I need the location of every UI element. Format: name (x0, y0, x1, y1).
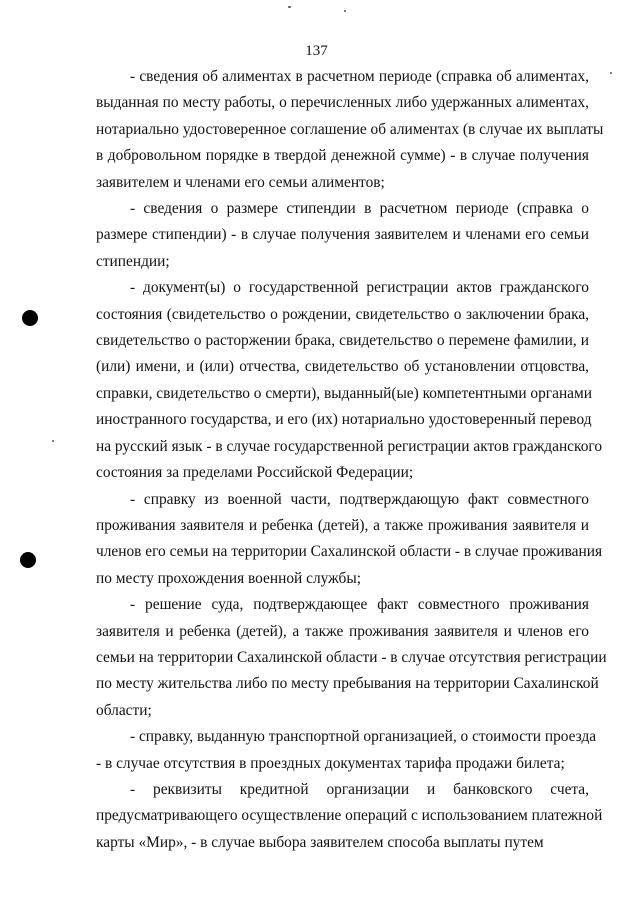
scan-speck (610, 72, 612, 74)
paragraph-line: заявителя и ребенка (детей), а также проживания заявителя и членов его (96, 622, 589, 640)
paragraph-line: состояния (свидетельство о рождении, свидетельство о заключении брака, (96, 305, 589, 323)
paragraph-line: нотариально удостоверенное соглашение об алиментах (в случае их выплаты (96, 120, 604, 138)
page-number: 137 (305, 43, 328, 59)
paragraph-line: на русский язык - в случае государственной регистрации актов гражданского (96, 437, 603, 455)
paragraph-line: заявителем и членами его семьи алиментов; (96, 173, 385, 191)
paragraph-line: состояния за пределами Российской Федерации; (96, 464, 414, 482)
paragraph-line: семьи на территории Сахалинской области - в случае отсутствия регистрации (96, 648, 607, 666)
paragraph-line: - реквизиты кредитной организации и банковского счета, (130, 780, 589, 798)
paragraph-line: - документ(ы) о государственной регистрации актов гражданского (130, 279, 589, 297)
paragraph-line: проживания заявителя и ребенка (детей), а также проживания заявителя и (96, 516, 589, 534)
scan-speck (288, 6, 291, 8)
paragraph-line: области; (96, 701, 152, 719)
punch-hole-mark (22, 310, 38, 326)
list-item-paragraph (96, 196, 589, 275)
paragraph-line: предусматривающего осуществление операций с использованием платежной (96, 807, 603, 825)
paragraph-line: иностранного государства, и его (их) нотариально удостоверенный перевод (96, 411, 592, 429)
paragraph-line: - справку, выданную транспортной организацией, о стоимости проезда (130, 728, 597, 746)
list-item-paragraph (96, 64, 604, 196)
scan-speck (52, 440, 54, 442)
paragraph-line: свидетельство о расторжении брака, свидетельство о перемене фамилии, и (96, 332, 589, 350)
list-item-paragraph (96, 275, 603, 486)
paragraph-line: в добровольном порядке в твердой денежной сумме) - в случае получения (96, 147, 589, 165)
paragraph-line: - сведения об алиментах в расчетном периоде (справка об алиментах, (130, 68, 589, 85)
paragraph-line: по месту прохождения военной службы; (96, 569, 361, 587)
paragraph-line: - справку из военной части, подтверждающую факт совместного (130, 490, 589, 508)
paragraph-line: членов его семьи на территории Сахалинской области - в случае проживания (96, 543, 603, 561)
list-item-paragraph (96, 777, 603, 856)
paragraph-line: по месту жительства либо по месту пребывания на территории Сахалинской (96, 675, 599, 693)
paragraph-line: карты «Мир», - в случае выбора заявителем способа выплаты путем (96, 833, 544, 851)
list-item-paragraph (96, 724, 597, 777)
paragraph-line: стипендии; (96, 252, 170, 270)
list-item-paragraph (96, 487, 603, 593)
paragraph-line: (или) имени, и (или) отчества, свидетельство об установлении отцовства, (96, 358, 589, 376)
scan-speck (344, 10, 346, 12)
paragraph-line: выданная по месту работы, о перечисленных либо удержанных алиментах, (96, 94, 589, 112)
punch-hole-mark (20, 552, 36, 568)
paragraph-line: справки, свидетельство о смерти), выданный(ые) компетентными органами (96, 384, 592, 402)
list-item-paragraph (96, 592, 607, 724)
paragraph-line: - сведения о размере стипендии в расчетном периоде (справка о (130, 200, 589, 218)
paragraph-line: - решение суда, подтверждающее факт совместного проживания (130, 596, 589, 614)
document-body (96, 64, 607, 856)
paragraph-line: - в случае отсутствия в проездных документах тарифа продажи билета; (96, 754, 565, 772)
paragraph-line: размере стипендии) - в случае получения заявителем и членами его семьи (96, 226, 589, 244)
